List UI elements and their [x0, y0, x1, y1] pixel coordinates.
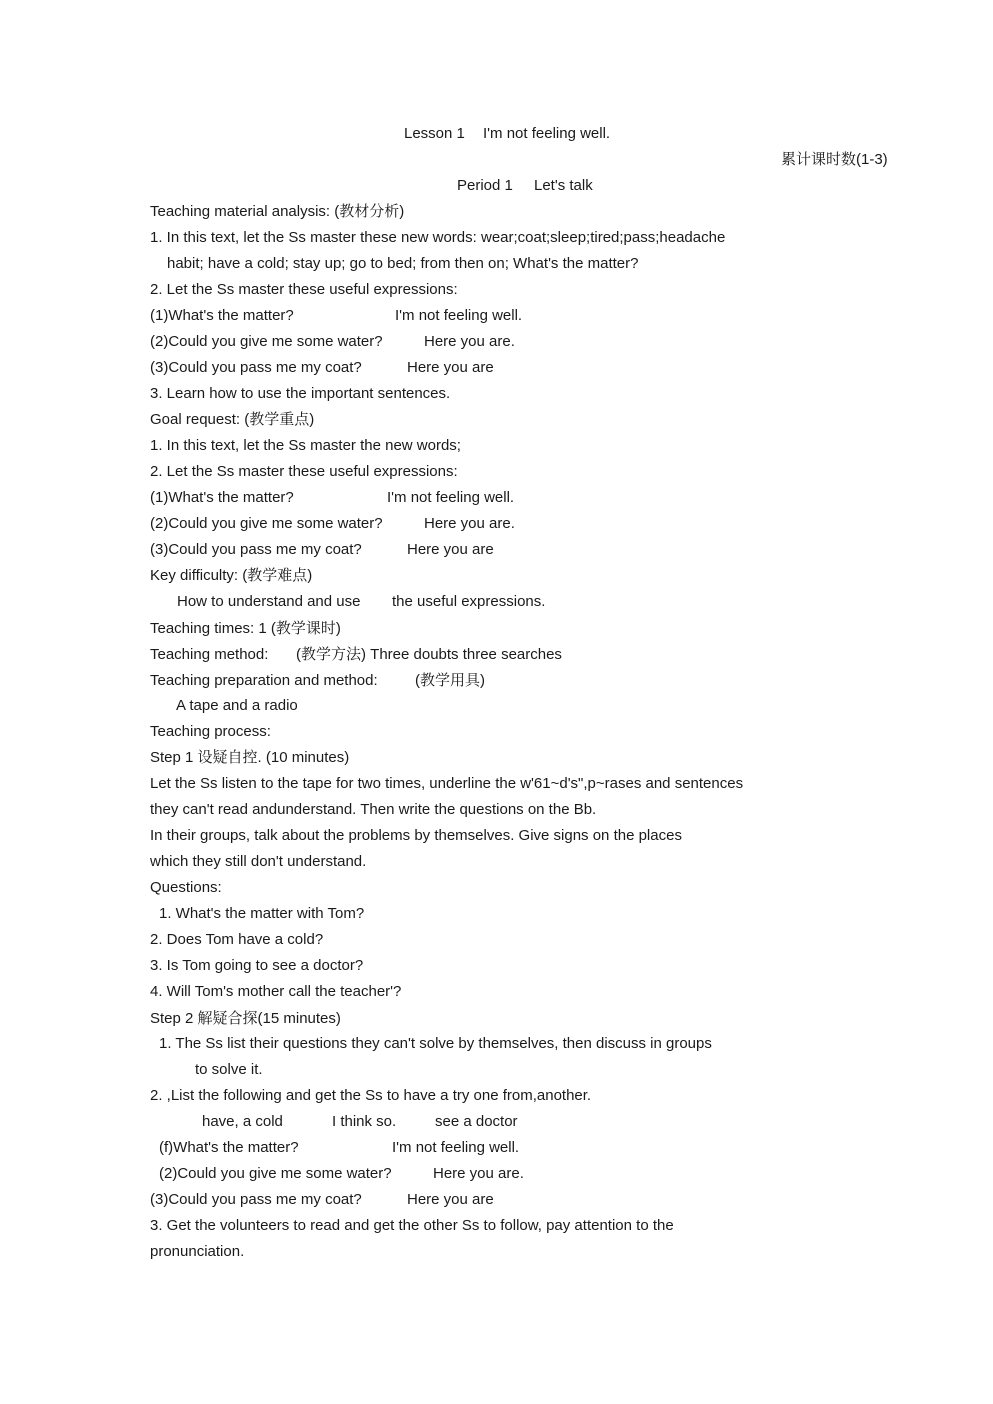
expression-question: (2)Could you give me some water?	[150, 515, 383, 532]
lesson-title: I'm not feeling well.	[483, 125, 611, 142]
method-label: Teaching method:	[150, 646, 269, 663]
expression-answer: Here you are.	[424, 333, 515, 350]
analysis-item-1-cont: habit; have a cold; stay up; go to bed; from then on; What's the matter?	[167, 255, 639, 272]
preparation-value: (教学用具)	[415, 672, 485, 689]
expression-answer: I'm not feeling well.	[392, 1139, 520, 1156]
step2-item-2: 2. ,List the following and get the Ss to have a try one from,another.	[150, 1087, 592, 1104]
expression-answer: Here you are.	[424, 515, 515, 532]
expression-question: (3)Could you pass me my coat?	[150, 1191, 362, 1208]
goal-item-2: 2. Let the Ss master these useful expressions:	[150, 463, 458, 480]
cumulative-hours: 累计课时数(1-3)	[781, 151, 888, 168]
teaching-times: Teaching times: 1 (教学课时)	[150, 620, 341, 637]
question-item: 3. Is Tom going to see a doctor?	[150, 957, 364, 974]
questions-heading: Questions:	[150, 879, 222, 896]
period-title: Let's talk	[534, 177, 593, 194]
expression-question: (3)Could you pass me my coat?	[150, 359, 362, 376]
expression-question: (3)Could you pass me my coat?	[150, 541, 362, 558]
expression-answer: Here you are	[407, 359, 494, 376]
expression-answer: Here you are.	[433, 1165, 524, 1182]
expression-question: (2)Could you give me some water?	[150, 333, 383, 350]
expression-answer: I'm not feeling well.	[387, 489, 515, 506]
step1-paragraph: In their groups, talk about the problems by themselves. Give signs on the places	[150, 827, 682, 844]
lesson-label: Lesson 1	[404, 125, 465, 142]
step2-item-3-cont: pronunciation.	[150, 1243, 245, 1260]
expression-answer: Here you are	[407, 1191, 494, 1208]
analysis-item-3: 3. Learn how to use the important sentences.	[150, 385, 451, 402]
step2-item-1-cont: to solve it.	[195, 1061, 263, 1078]
word-item: have, a cold	[202, 1113, 283, 1130]
step2-item-3: 3. Get the volunteers to read and get the other Ss to follow, pay attention to the	[150, 1217, 674, 1234]
period-label: Period 1	[457, 177, 513, 194]
analysis-item-2: 2. Let the Ss master these useful expressions:	[150, 281, 458, 298]
expression-question: (1)What's the matter?	[150, 307, 294, 324]
expression-question: (1)What's the matter?	[150, 489, 294, 506]
teaching-process-heading: Teaching process:	[150, 723, 271, 740]
difficulty-text-b: the useful expressions.	[392, 593, 546, 610]
preparation-label: Teaching preparation and method:	[150, 672, 378, 689]
analysis-item-1: 1. In this text, let the Ss master these new words: wear;coat;sleep;tired;pass;headache	[150, 229, 726, 246]
goal-heading: Goal request: (教学重点)	[150, 411, 315, 428]
difficulty-text-a: How to understand and use	[177, 593, 361, 610]
question-item: 1. What's the matter with Tom?	[159, 905, 365, 922]
difficulty-heading: Key difficulty: (教学难点)	[150, 567, 313, 584]
step1-heading: Step 1 设疑自控. (10 minutes)	[150, 749, 350, 766]
step1-paragraph: Let the Ss listen to the tape for two times, underline the w'61~d's",p~rases and sentences	[150, 775, 744, 792]
preparation-item: A tape and a radio	[176, 697, 298, 714]
question-item: 2. Does Tom have a cold?	[150, 931, 324, 948]
step1-paragraph: which they still don't understand.	[150, 853, 367, 870]
question-item: 4. Will Tom's mother call the teacher'?	[150, 983, 402, 1000]
expression-answer: I'm not feeling well.	[395, 307, 523, 324]
expression-question: (f)What's the matter?	[159, 1139, 299, 1156]
goal-item-1: 1. In this text, let the Ss master the new words;	[150, 437, 461, 454]
method-value: (教学方法) Three doubts three searches	[296, 646, 562, 663]
expression-question: (2)Could you give me some water?	[159, 1165, 392, 1182]
step2-item-1: 1. The Ss list their questions they can't solve by themselves, then discuss in groups	[159, 1035, 712, 1052]
expression-answer: Here you are	[407, 541, 494, 558]
step1-paragraph: they can't read andunderstand. Then write the questions on the Bb.	[150, 801, 597, 818]
word-item: see a doctor	[435, 1113, 518, 1130]
step2-heading: Step 2 解疑合探(15 minutes)	[150, 1010, 341, 1027]
word-item: I think so.	[332, 1113, 397, 1130]
analysis-heading: Teaching material analysis: (教材分析)	[150, 203, 405, 220]
